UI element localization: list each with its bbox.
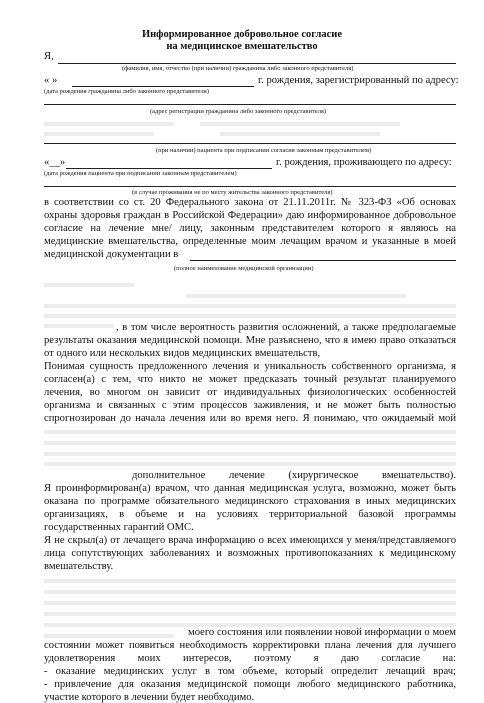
- consent-para-line: организациях, в объеме и на условиях территориальной базовой программы: [44, 509, 456, 520]
- consent-para-line: медицинские вмешательства, определенные моим лечащим врачом и указанные в моей: [44, 236, 456, 247]
- consent-para-line: медицинской документации в: [44, 249, 179, 260]
- consent-para-line: согласен(а) с тем, что никто не может предсказать точный результат планируемого: [44, 374, 456, 385]
- fio-field-line: [58, 63, 456, 64]
- faded-text: [186, 294, 406, 298]
- faded-text: [44, 132, 154, 136]
- ya-label: Я,: [44, 51, 54, 62]
- consent-para-line: Я проинформирован(а) врачом, что данная медицинская услуга, возможно, может быть: [44, 483, 456, 494]
- consent-para-line: Понимая сущность предложенного лечения и уникальность собственного организма, я: [44, 361, 456, 372]
- patient-caption: (при наличии) пациента при подписании согласия законным представителем): [156, 147, 372, 154]
- organization-line: [190, 260, 456, 261]
- faded-text: [44, 462, 456, 466]
- faded-text: [44, 590, 456, 594]
- consent-para-line: в соответствии со ст. 20 Федерального закона от 21.11.2011г. № 323-ФЗ «Об основах: [44, 197, 456, 208]
- consent-para-line: - оказание медицинских услуг в том объеме, который определит лечащий врач;: [44, 666, 456, 677]
- residence-line: [44, 186, 456, 187]
- consent-para-line: результаты оказания медицинской помощи. Мне разъяснено, что я имею право отказаться: [44, 335, 456, 346]
- faded-text: [44, 612, 456, 616]
- consent-para-line: дополнительное лечение (хирургическое вмешательство).: [132, 470, 456, 481]
- consent-para-line: лица сопутствующих заболеваниях и возможных противопоказаниях к медицинскому: [44, 548, 456, 559]
- born-registered-text: г. рождения, зарегистрированный по адресу:: [258, 75, 459, 86]
- faded-text: [44, 634, 174, 638]
- birth-date-caption: (дата рождения гражданина либо законного представителя): [44, 88, 209, 95]
- faded-text: [44, 430, 456, 434]
- faded-text: [44, 441, 456, 445]
- faded-text: [200, 122, 400, 126]
- fio-caption: (фамилия, имя, отчество (при наличии) гражданина либо законного представителя): [122, 65, 354, 72]
- consent-para-line: состоянии может появиться необходимость корректировки плана лечения для лучшего: [44, 640, 456, 651]
- faded-text: [44, 122, 174, 126]
- consent-para-line: спрогнозирован до начала лечения или во время него. Я понимаю, что ожидаемый мой: [44, 413, 456, 424]
- faded-text: [44, 452, 456, 456]
- document-subtitle: на медицинское вмешательство: [166, 41, 318, 52]
- organization-caption: (полное наименование медицинской организации): [174, 265, 314, 272]
- faded-text: [44, 601, 456, 605]
- faded-text: [220, 132, 380, 136]
- consent-para-line: - привлечение для оказания медицинской помощи любого медицинского работника,: [44, 679, 456, 690]
- consent-para-line: моего состояния или появлении новой информации о моем: [188, 627, 456, 638]
- birth-date-line: [72, 86, 254, 87]
- consent-para-line: удовлетворения моих интересов, поэтому я даю согласие на:: [44, 653, 456, 664]
- consent-para-line: охраны здоровья граждан в Российской Федерации» даю информированное добровольное: [44, 210, 456, 221]
- residence-caption: (в случае проживания не по месту жительства законного представителя): [132, 189, 333, 196]
- address-line: [44, 104, 456, 105]
- consent-para-line: оказана по программе обязательного медицинского страхования в иных медицинских: [44, 496, 456, 507]
- consent-para-line: Я не скрыл(а) от лечащего врача информацию о всех имеющихся у меня/представляемого: [44, 535, 456, 546]
- birth-date-quote: « »: [44, 75, 58, 86]
- born-living-text: г. рождения, проживающего по адресу:: [276, 157, 452, 168]
- consent-para-line: организма и связанных с этим процессов заживления, и не может быть полностью: [44, 400, 456, 411]
- consent-para-line: государственных гарантий ОМС.: [44, 522, 194, 533]
- faded-text: [44, 314, 456, 318]
- faded-text: [44, 283, 134, 287]
- patient-line: [44, 143, 456, 144]
- faded-text: [44, 304, 456, 308]
- faded-text: [44, 579, 456, 583]
- consent-para-line: участие которого в лечении будет необходимо.: [44, 692, 255, 703]
- patient-date-quote: «__»: [44, 157, 66, 168]
- patient-date-line: [66, 168, 272, 169]
- address-caption: (адрес регистрации гражданина либо законного представителя): [150, 108, 327, 115]
- document-title: Информированное добровольное согласие: [141, 29, 343, 40]
- consent-para-line: , в том числе вероятность развития осложнений, а также предполагаемые: [116, 322, 456, 333]
- consent-para-line: согласие на лечение мне/ лицу, законным представителем которого я являюсь на: [44, 223, 456, 234]
- patient-birth-caption: (дата рождения пациента при подписании законным представителем): [44, 170, 237, 177]
- consent-para-line: от одного или нескольких видов медицинских вмешательств,: [44, 348, 321, 359]
- faded-text: [44, 324, 114, 328]
- consent-para-line: лечения, во многом он зависит от индивидуальных физиологических особенностей: [44, 387, 456, 398]
- consent-para-line: вмешательству.: [44, 561, 114, 572]
